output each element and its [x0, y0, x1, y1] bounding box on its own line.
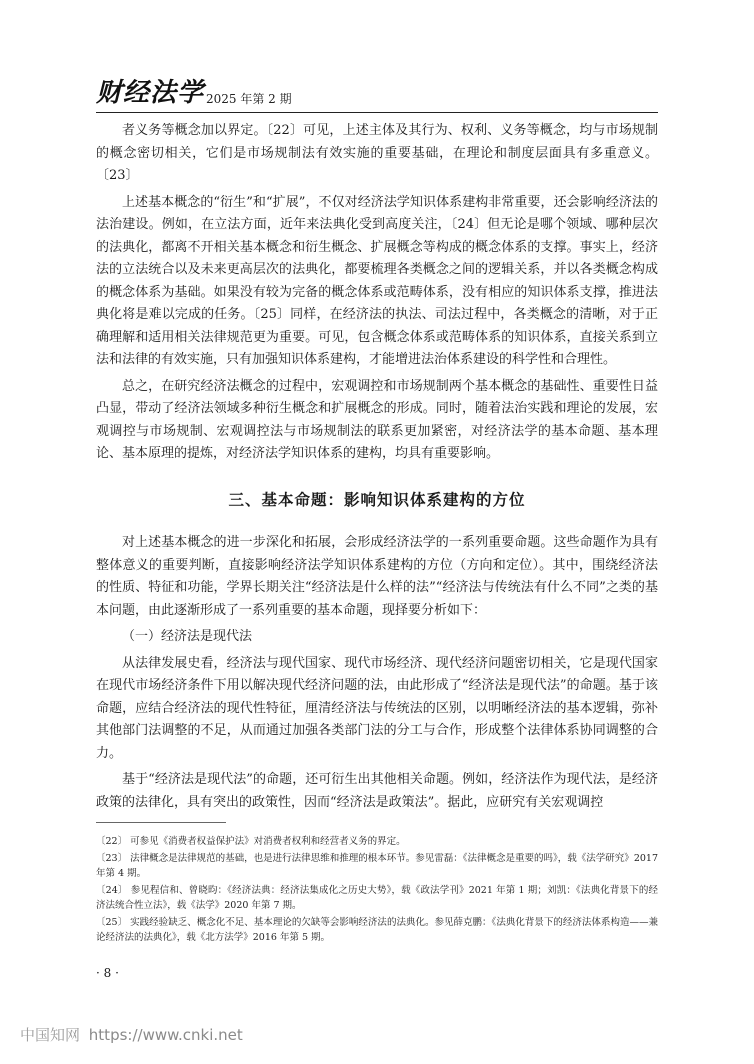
header-divider [96, 112, 658, 113]
paragraph: 总之，在研究经济法概念的过程中，宏观调控和市场规制两个基本概念的基础性、重要性日益凸显，带动了经济法领域多种衍生概念和扩展概念的形成。同时，随着法治实践和理论的发展，宏观调控与市场规制、宏观调控法与市场规制法的联系更加紧密，对经济法学的基本命题、基本理论、基本原理的提炼，对经济法学知识体系的建构，均具有重要影响。 [96, 378, 658, 461]
paragraph: 对上述基本概念的进一步深化和拓展，会形成经济法学的一系列重要命题。这些命题作为具有整体意义的重要判断，直接影响经济法学知识体系建构的方位（方向和定位）。其中，围绕经济法的性质、特征和功能，学界长期关注“经济法是什么样的法”“经济法与传统法有什么不同”之类的基本问题，由此逐渐形成了一系列重要的基本命题，现择要分析如下： [96, 535, 658, 618]
footnotes [96, 834, 658, 947]
footnote: 〔24〕 参见程信和、曾晓昀：《经济法典：经济法集成化之历史大势》，载《政法学刊》2021 年第 1 期；刘凯：《法典化背景下的经济法统合性立法》，载《法学》2020 年第 7 期。 [96, 885, 658, 911]
watermark-url: https://www.cnki.net [88, 1026, 243, 1044]
journal-logo: 财经法学 [96, 78, 205, 108]
issue-label: 2025 年第 2 期 [206, 92, 292, 106]
paragraph: 者义务等概念加以界定。〔22〕可见，上述主体及其行为、权利、义务等概念，均与市场规制的概念密切相关，它们是市场规制法有效实施的重要基础，在理论和制度层面具有多重意义。〔23〕 [96, 123, 658, 183]
watermark-brand: 中国知网 [20, 1026, 81, 1044]
body-top [96, 120, 658, 470]
paragraph: 基于“经济法是现代法”的命题，还可衍生出其他相关命题。例如，经济法作为现代法，是经济政策的法律化，具有突出的政策性，因而“经济法是政策法”。据此，应研究有关宏观调控 [96, 772, 658, 810]
footnote: 〔25〕 实践经验缺乏、概念化不足、基本理论的欠缺等会影响经济法的法典化。参见薛克鹏：《法典化背景下的经济法体系构造——兼论经济法的法典化》，载《北方法学》2016 年第 5 期。 [96, 917, 658, 943]
journal-header [96, 80, 292, 106]
paragraph: 上述基本概念的“衍生”和“扩展”，不仅对经济法学知识体系建构非常重要，还会影响经济法的法治建设。例如，在立法方面，近年来法典化受到高度关注，〔24〕但无论是哪个领域、哪种层次的法典化，都离不开相关基本概念和衍生概念、扩展概念等构成的概念体系的支撑。事实上，经济法的立法统合以及未来更高层次的法典化，都要梳理各类概念之间的逻辑关系，并以各类概念构成的概念体系为基础。如果没有较为完备的概念体系或范畴体系，没有相应的知识体系支撑，推进法典化将是难以完成的任务。〔25〕同样，在经济法的执法、司法过程中，各类概念的清晰，对于正确理解和适用相关法律规范更为重要。可见，包含概念体系或范畴体系的知识体系，直接关系到立法和法律的有效实施，只有加强知识体系建构，才能增进法治体系建设的科学性和合理性。 [96, 194, 658, 367]
footnote-divider [96, 822, 226, 823]
footnote: 〔22〕 可参见《消费者权益保护法》对消费者权利和经营者义务的界定。 [96, 836, 406, 847]
paragraph: 从法律发展史看，经济法与现代国家、现代市场经济、现代经济问题密切相关，它是现代国家在现代市场经济条件下用以解决现代经济问题的法，由此形成了“经济法是现代法”的命题。基于该命题，应结合经济法的现代性特征，厘清经济法与传统法的区别，以明晰经济法的基本逻辑，弥补其他部门法调整的不足，从而通过加强各类部门法的分工与合作，形成整个法律体系协同调整的合力。 [96, 655, 658, 761]
footnote: 〔23〕 法律概念是法律规范的基础，也是进行法律思维和推理的根本环节。参见雷磊：《法律概念是重要的吗》，载《法学研究》2017 年第 4 期。 [96, 853, 658, 879]
section-heading: 三、基本命题：影响知识体系建构的方位 [228, 491, 526, 509]
page-number: · 8 · [96, 966, 119, 980]
subsection-heading: （一）经济法是现代法 [122, 629, 253, 644]
body-bottom [96, 532, 658, 818]
cnki-watermark [20, 1024, 243, 1045]
